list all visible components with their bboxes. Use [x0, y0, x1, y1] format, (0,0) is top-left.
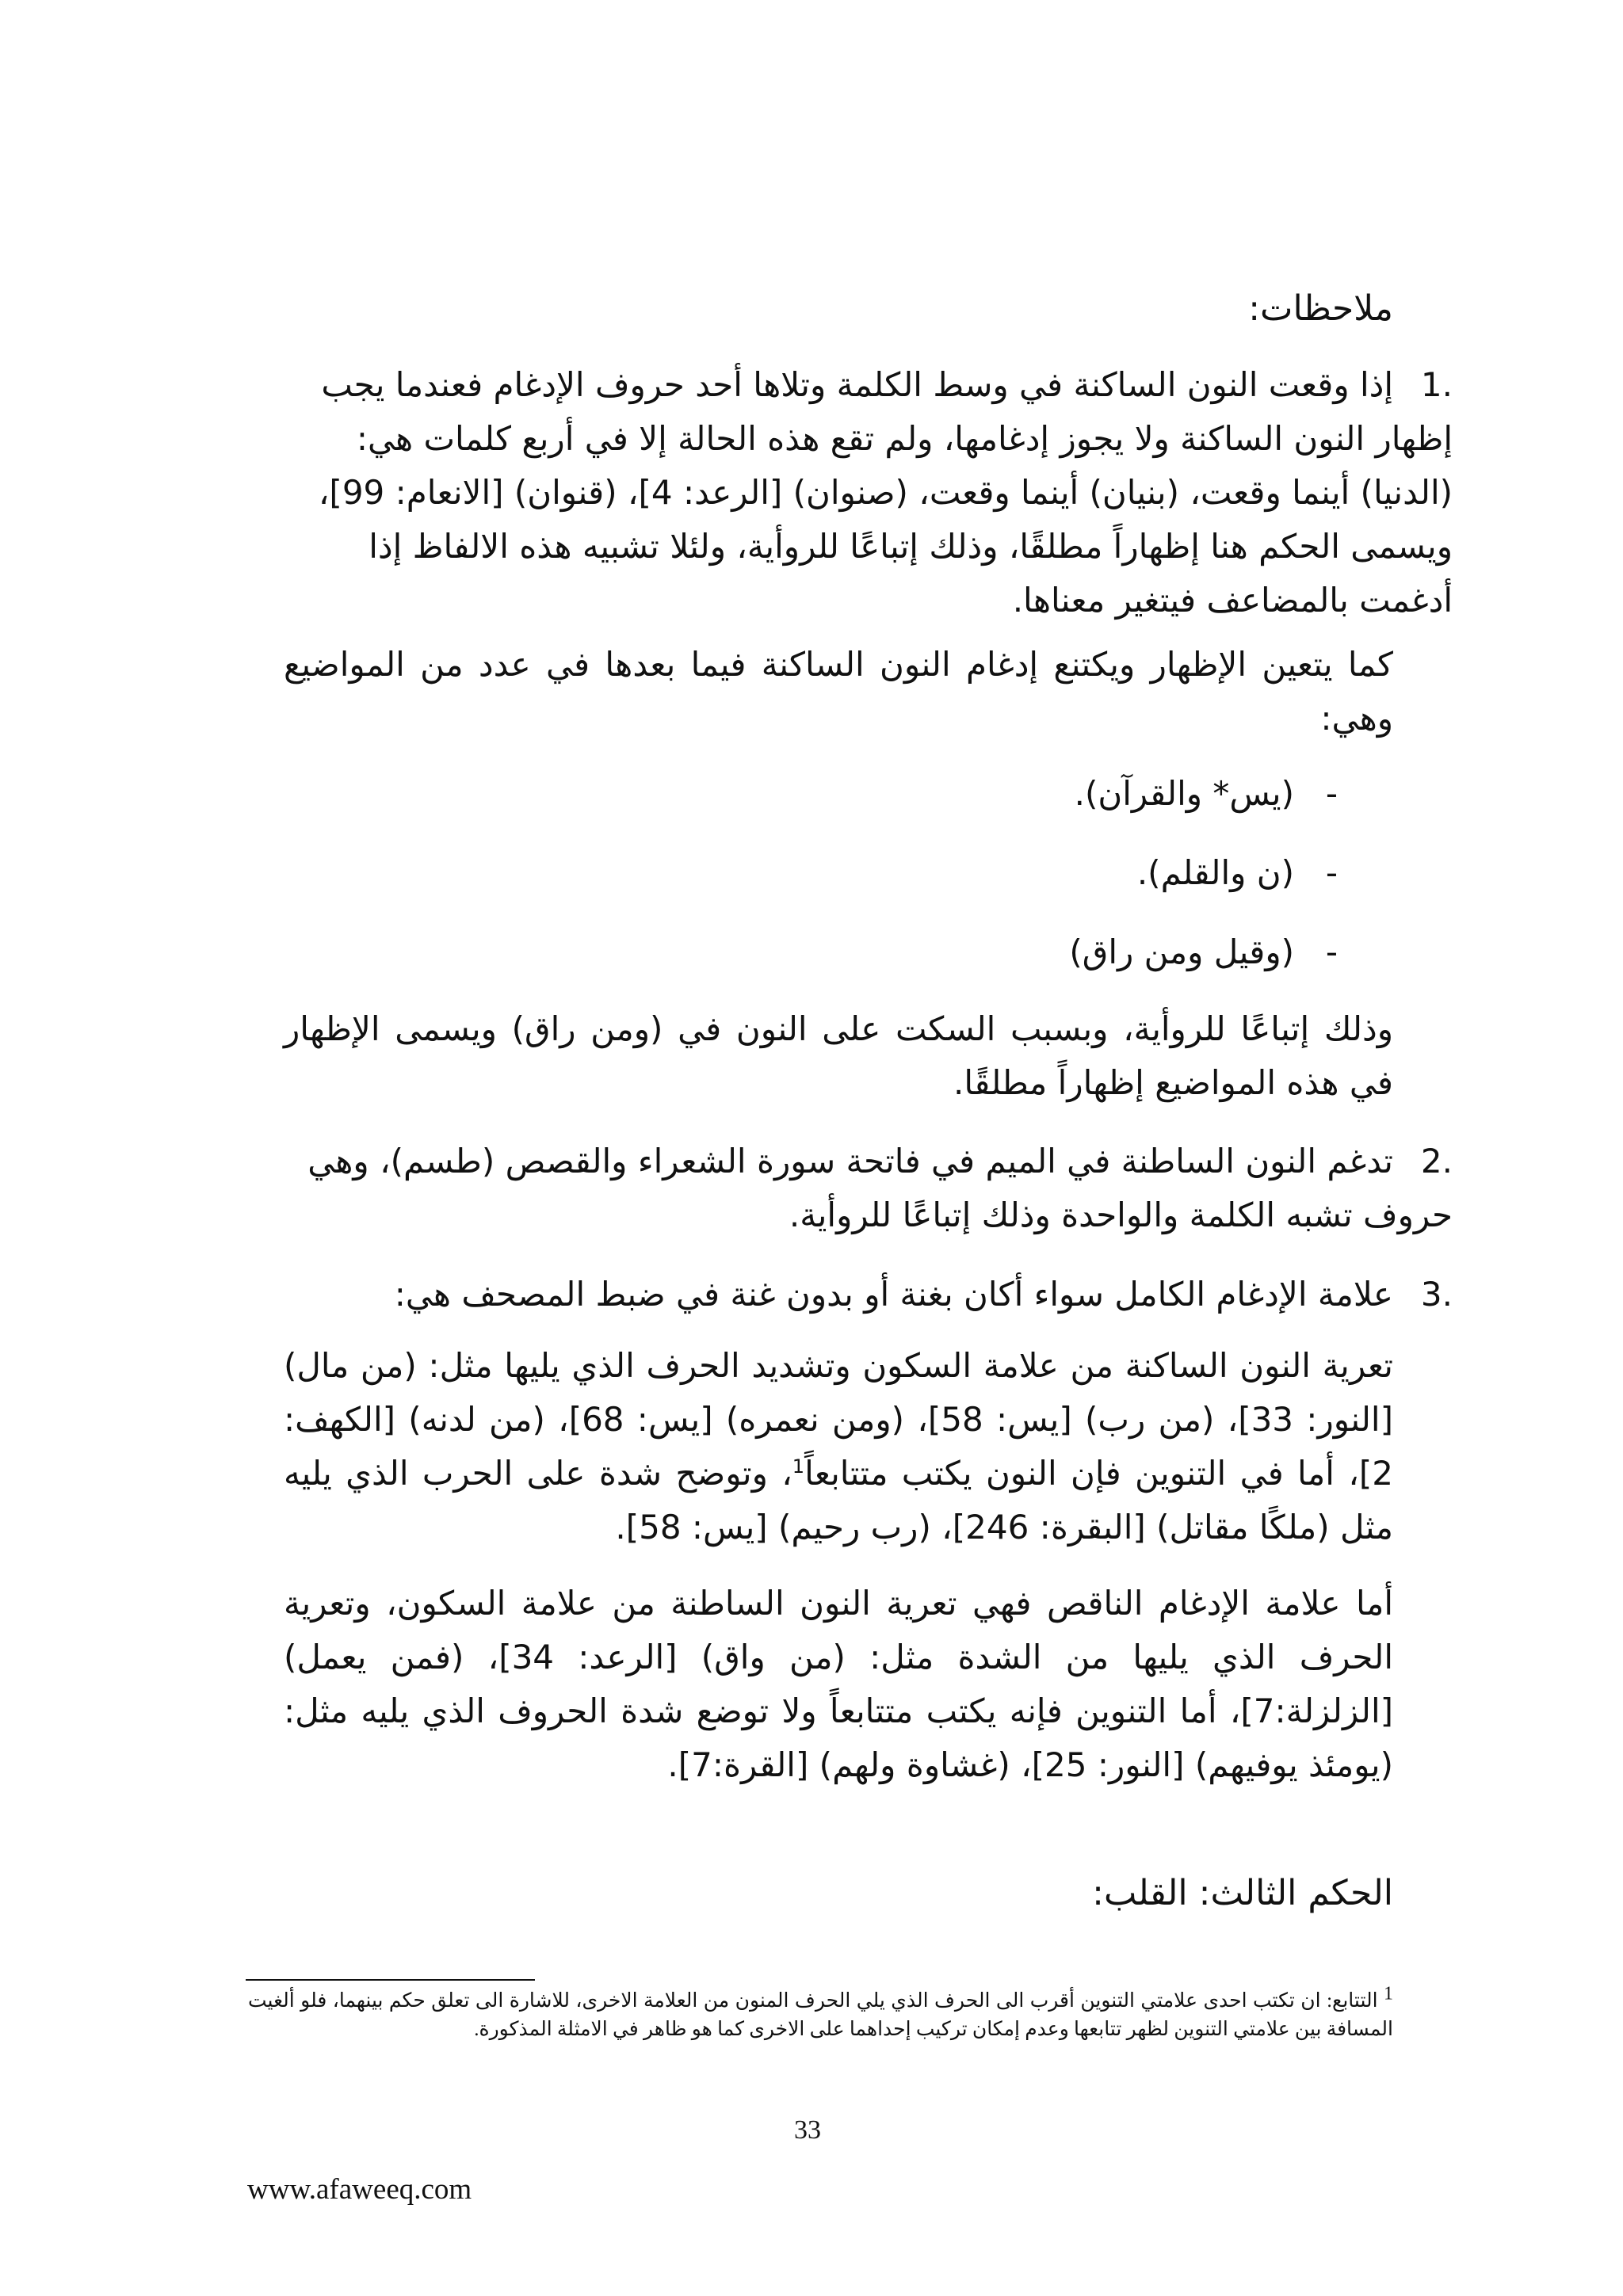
paragraph-partial-idgham-sign: أما علامة الإدغام الناقص فهي تعرية النون الساطنة من علامة السكون، وتعرية الحرف الذي يليها من الشدة مثل: (من واق) [الرعد: 34]، (فمن يعمل) [الزلزلة:7]، أما التنوين فإنه يكتب متتابعاً ولا توضع شدة الحروف الذي يليه مثل: (يومئذ يوفيهم) [النور: 25]، (غشاوة ولهم) [القرة:7]. — [284, 1584, 1393, 1784]
dash-marker: - — [1325, 933, 1338, 971]
paragraph-full-idgham-sign — [284, 1339, 1393, 1554]
paragraph-text-after-footnote: ، وتوضح شدة على الحرب الذي يليه مثل (ملكًا مقاتل) [البقرة: 246]، (رب رحيم) [يس: 58]. — [284, 1454, 1393, 1547]
note-item-3-text: علامة الإدغام الكامل سواء أكان بغنة أو بدون غنة في ضبط المصحف هي: — [394, 1275, 1393, 1314]
notes-heading: ملاحظات: — [1248, 288, 1393, 329]
paragraph-exceptions: كما يتعين الإظهار ويكتنع إدغام النون الساكنة فيما بعدها في عدد من المواضيع وهي: — [284, 645, 1393, 738]
note-item-2-text: تدغم النون الساطنة في الميم في فاتحة سورة الشعراء والقصص (طسم)، وهي حروف تشبه الكلمة والواحدة وذلك إتباعًا للروأية. — [307, 1142, 1453, 1234]
list-item — [1075, 770, 1338, 818]
footnote-marker: 1 — [1384, 1983, 1393, 2004]
page-number: 33 — [794, 2115, 821, 2145]
list-item — [1069, 929, 1338, 976]
item-number: .3 — [1420, 1275, 1453, 1314]
paragraph-reason: وذلك إتباعًا للروأية، وبسبب السكت على النون في (ومن راق) ويسمى الإظهار في هذه المواضيع إظهاراً مطلقًا. — [284, 1009, 1393, 1102]
list-item — [1137, 849, 1338, 897]
list-item-text: (ن والقلم). — [1136, 853, 1294, 892]
note-item-3 — [284, 1268, 1453, 1322]
footnote-reference: 1 — [792, 1455, 805, 1478]
footnote-text: التتابع: ان تكتب احدى علامتي التنوين أقرب الى الحرف الذي يلي الحرف المنون من العلامة الاخرى، للاشارة الى تعلق حكم بينهما، فلو ألغيت المسافة بين علامتي التنوين لظهر تتابعها وعدم إمكان تركيب إحداهما على الاخرى كما هو ظاهر في الامثلة المذكورة. — [248, 1990, 1393, 2040]
footnote-separator — [246, 1979, 535, 1981]
paragraph-text-before-footnote: تعرية النون الساكنة من علامة السكون وتشديد الحرف الذي يليها مثل: (من مال) [النور: 33]، (من رب) [يس: 58]، (ومن نعمره) [يس: 68]، (من لدنه) [الكهف: 2]، أما في التنوين فإن النون يكتب متتابعاً — [284, 1346, 1393, 1493]
website-footer: www.afaweeq.com — [247, 2173, 472, 2206]
item-number: .1 — [1420, 365, 1453, 404]
list-item-text: (وقيل ومن راق) — [1069, 933, 1294, 971]
third-rule-heading: الحكم الثالث: القلب: — [1092, 1873, 1393, 1913]
item-number: .2 — [1420, 1142, 1453, 1180]
footnote — [248, 1983, 1393, 2044]
note-item-1-text: إذا وقعت النون الساكنة في وسط الكلمة وتلاها أحد حروف الإدغام فعندما يجب إظهار النون الساكنة ولا يجوز إدغامها، ولم تقع هذه الحالة إلا في أربع كلمات هي: (الدنيا) أينما وقعت، (بنيان) أينما وقعت، (صنوان) [الرعد: 4]، (قنوان) [الانعام: 99]، ويسمى الحكم هنا إظهاراً مطلقًا، وذلك إتباعًا للروأية، ولئلا تشبيه هذه الالفاظ إذا أدغمت بالمضاعف فيتغير معناها. — [318, 365, 1453, 620]
list-item-text: (يس* والقرآن). — [1074, 774, 1294, 813]
dash-marker: - — [1325, 774, 1338, 813]
note-item-1 — [284, 358, 1453, 627]
note-item-2 — [284, 1135, 1453, 1242]
dash-marker: - — [1325, 853, 1338, 892]
